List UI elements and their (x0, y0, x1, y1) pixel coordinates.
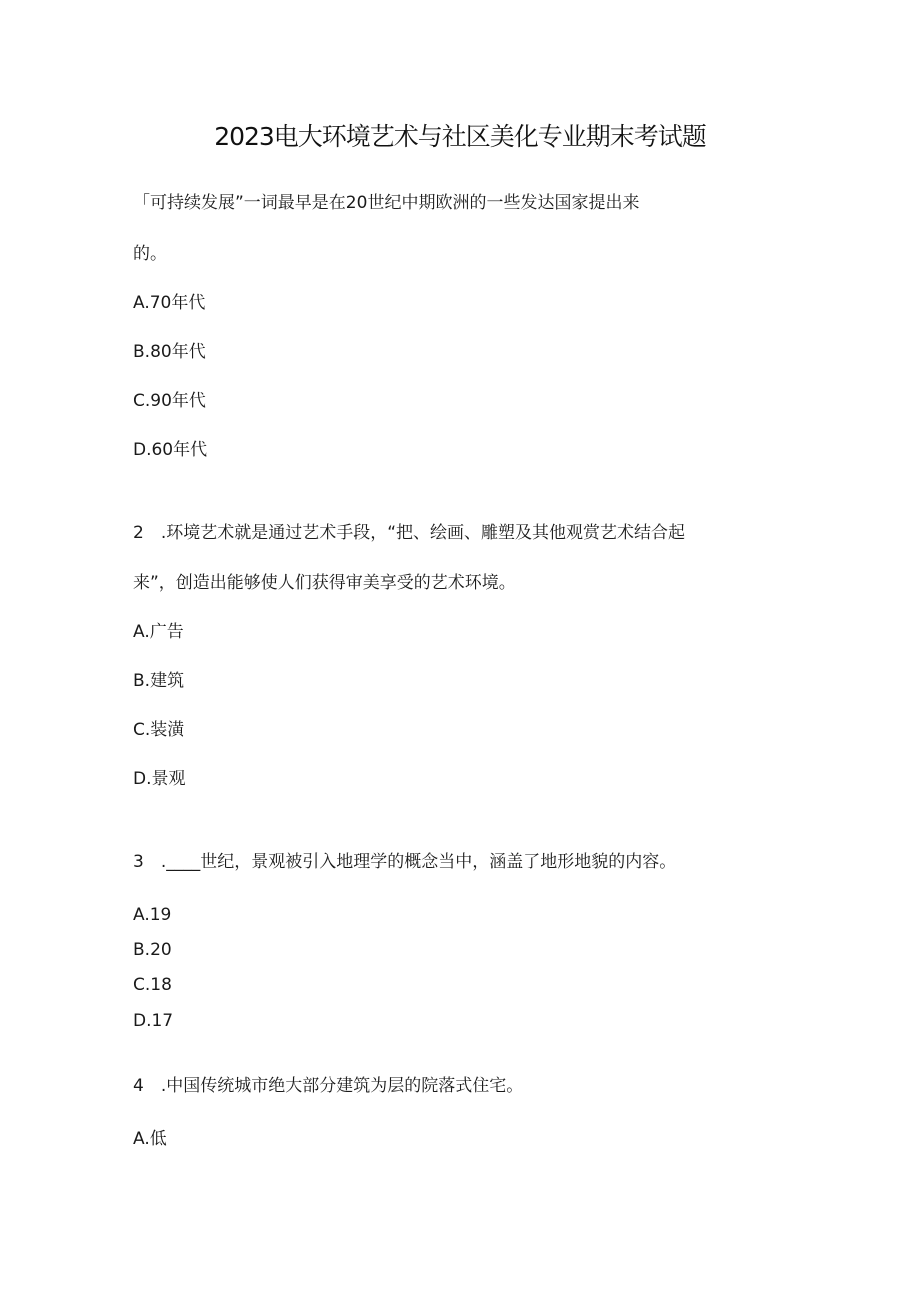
option-a: A.70年代 (133, 293, 206, 313)
question-text-line: 来”，创造出能够使人们获得审美享受的艺术环境。 (133, 573, 516, 593)
option-a: A.19 (133, 905, 172, 925)
option-a: A.广告 (133, 622, 184, 642)
question-text-line: 「可持续发展”一词最早是在20世纪中期欧洲的一些发达国家提出来 (133, 193, 640, 213)
option-a: A.低 (133, 1129, 167, 1149)
option-d: D.17 (133, 1011, 174, 1031)
question-text-line: 3 .____世纪，景观被引入地理学的概念当中，涵盖了地形地貌的内容。 (133, 852, 677, 872)
option-d: D.60年代 (133, 440, 208, 460)
question-text-line: 的。 (133, 244, 167, 264)
option-b: B.建筑 (133, 671, 185, 691)
option-d: D.景观 (133, 769, 186, 789)
option-c: C.90年代 (133, 391, 206, 411)
option-b: B.20 (133, 940, 172, 960)
option-b: B.80年代 (133, 342, 206, 362)
option-c: C.装潢 (133, 720, 185, 740)
document-title: 2023电大环境艺术与社区美化专业期末考试题 (214, 122, 706, 151)
question-text-line: 2 .环境艺术就是通过艺术手段，“把、绘画、雕塑及其他观赏艺术结合起 (133, 523, 686, 543)
option-c: C.18 (133, 975, 172, 995)
question-text-line: 4 .中国传统城市绝大部分建筑为层的院落式住宅。 (133, 1076, 524, 1096)
